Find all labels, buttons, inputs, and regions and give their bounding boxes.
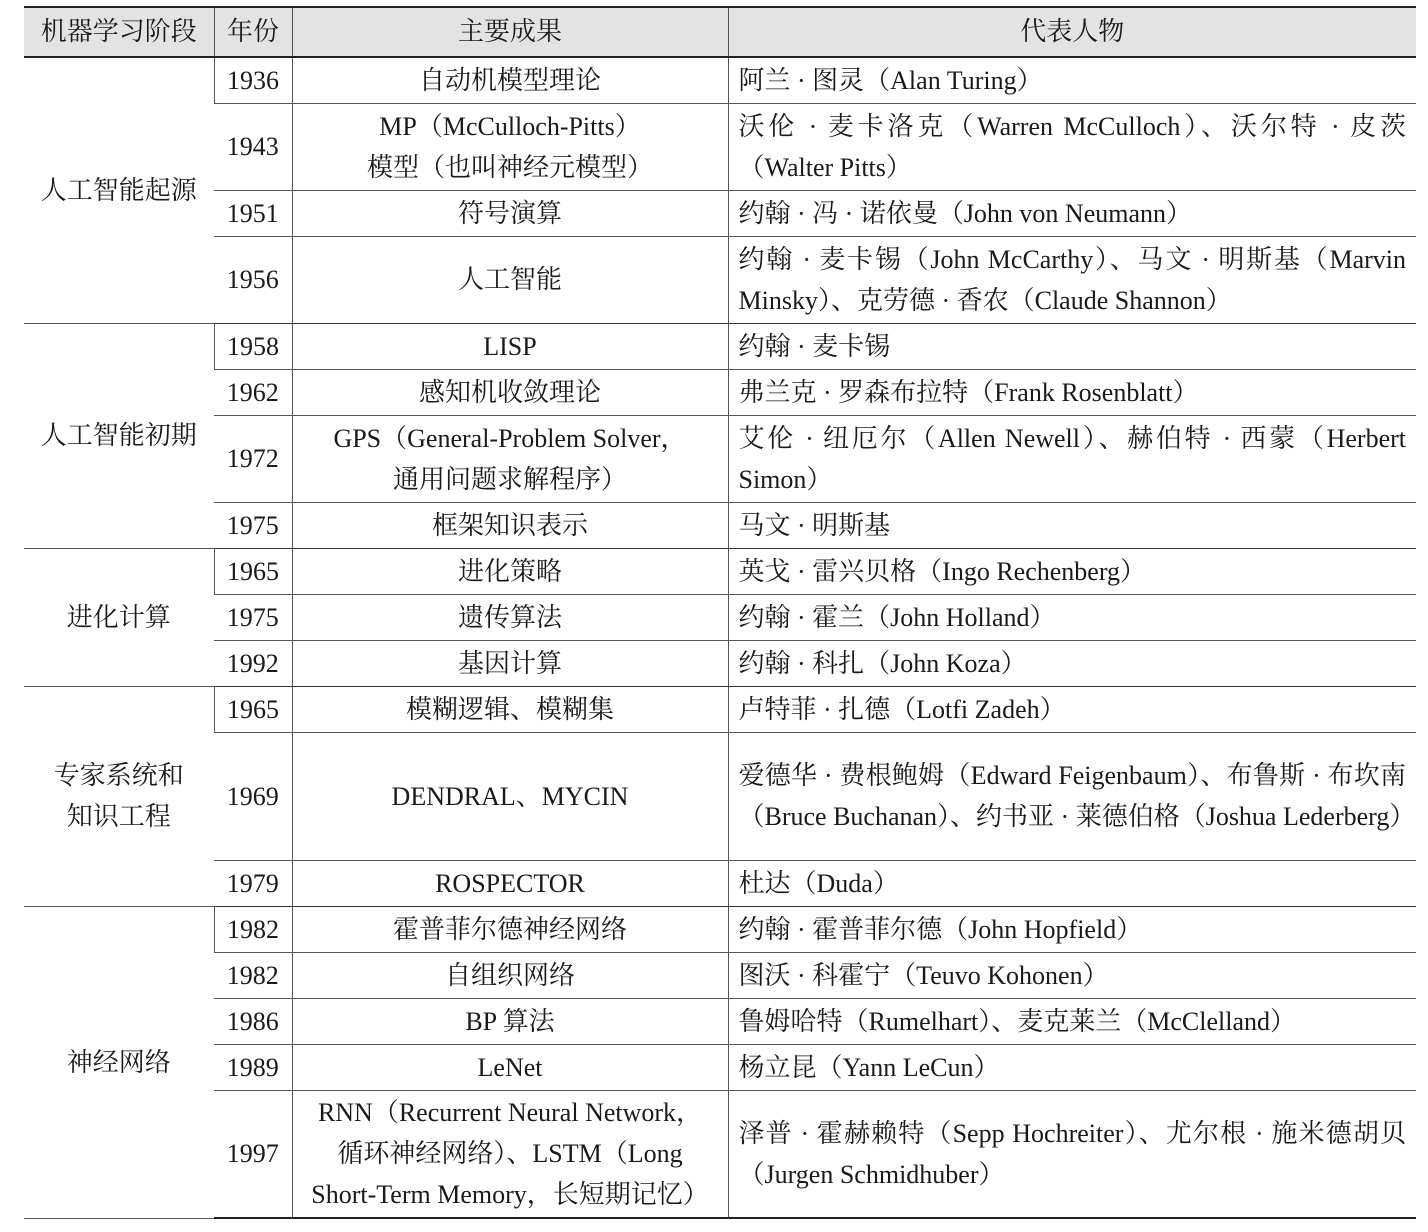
year-cell: 1958: [214, 323, 292, 369]
people-cell: 约翰 · 霍兰（John Holland）: [728, 594, 1416, 640]
achievement-line: 基因计算: [457, 648, 562, 678]
year-cell: 1962: [214, 369, 292, 415]
header-people: 代表人物: [728, 7, 1416, 57]
achievement-line: LeNet: [477, 1052, 543, 1082]
table-row: [24, 640, 1416, 686]
achievement-line: 自动机模型理论: [418, 65, 601, 95]
year-cell: 1965: [214, 548, 292, 594]
achievement-cell: [292, 952, 728, 998]
year-cell: 1951: [214, 190, 292, 236]
achievement-line: MP（McCulloch-Pitts）: [379, 111, 641, 141]
achievement-cell: [292, 57, 728, 103]
table-row: [24, 190, 1416, 236]
people-cell: 马文 · 明斯基: [728, 502, 1416, 548]
people-cell: 沃伦 · 麦卡洛克（Warren McCulloch）、沃尔特 · 皮茨（Walter Pitts）: [728, 103, 1416, 190]
achievement-cell: [292, 732, 728, 860]
stage-label: 进化计算: [66, 602, 171, 632]
achievement-line: Short-Term Memory，长短期记忆）: [311, 1180, 709, 1210]
year-cell: 1975: [214, 594, 292, 640]
stage-label: 专家系统和: [53, 761, 184, 790]
achievement-cell: [292, 640, 728, 686]
achievement-cell: [292, 1090, 728, 1218]
year-cell: 1997: [214, 1090, 292, 1218]
table-row: [24, 686, 1416, 732]
achievement-cell: [292, 323, 728, 369]
table-row: [24, 236, 1416, 323]
people-cell: 约翰 · 麦卡锡: [728, 323, 1416, 369]
achievement-line: 感知机收敛理论: [418, 377, 601, 407]
achievement-line: 循环神经网络）、LSTM（Long: [337, 1139, 683, 1169]
achievement-cell: [292, 103, 728, 190]
year-cell: 1992: [214, 640, 292, 686]
achievement-line: 框架知识表示: [431, 510, 588, 540]
stage-cell: [24, 57, 214, 323]
table-row: [24, 1090, 1416, 1218]
year-cell: 1969: [214, 732, 292, 860]
year-cell: 1965: [214, 686, 292, 732]
achievement-cell: [292, 190, 728, 236]
table-row: [24, 952, 1416, 998]
people-cell: 约翰 · 科扎（John Koza）: [728, 640, 1416, 686]
people-cell: 杜达（Duda）: [728, 860, 1416, 906]
table-row: [24, 415, 1416, 502]
stage-cell: [24, 323, 214, 548]
table-row: [24, 1044, 1416, 1090]
people-cell: 泽普 · 霍赫赖特（Sepp Hochreiter）、尤尔根 · 施米德胡贝（Jurgen Schmidhuber）: [728, 1090, 1416, 1218]
achievement-line: RNN（Recurrent Neural Network，: [317, 1098, 703, 1128]
achievement-cell: [292, 369, 728, 415]
table-row: [24, 906, 1416, 952]
table-row: [24, 594, 1416, 640]
year-cell: 1982: [214, 906, 292, 952]
achievement-cell: [292, 415, 728, 502]
table-row: [24, 502, 1416, 548]
achievement-line: BP 算法: [465, 1006, 555, 1036]
achievement-line: 遗传算法: [457, 602, 562, 632]
achievement-line: LISP: [483, 331, 537, 361]
people-cell: 艾伦 · 纽厄尔（Allen Newell）、赫伯特 · 西蒙（Herbert Simon）: [728, 415, 1416, 502]
table-row: [24, 323, 1416, 369]
table-row: [24, 732, 1416, 860]
people-cell: 杨立昆（Yann LeCun）: [728, 1044, 1416, 1090]
achievement-cell: [292, 1044, 728, 1090]
table-row: [24, 998, 1416, 1044]
people-cell: 阿兰 · 图灵（Alan Turing）: [728, 57, 1416, 103]
year-cell: 1979: [214, 860, 292, 906]
table-row: [24, 57, 1416, 103]
achievement-line: 模型（也叫神经元模型）: [366, 152, 653, 182]
achievement-line: 霍普菲尔德神经网络: [392, 914, 627, 944]
header-row: [24, 7, 1416, 57]
achievement-cell: [292, 594, 728, 640]
ml-history-table: [24, 6, 1416, 1219]
achievement-line: 自组织网络: [444, 960, 575, 990]
stage-label: 人工智能初期: [40, 421, 197, 450]
stage-label: 人工智能起源: [40, 175, 197, 205]
achievement-line: GPS（General-Problem Solver，: [333, 423, 687, 453]
people-cell: 约翰 · 冯 · 诺依曼（John von Neumann）: [728, 190, 1416, 236]
achievement-cell: [292, 548, 728, 594]
achievement-cell: [292, 502, 728, 548]
table-body: [24, 57, 1416, 1218]
header-achievement: 主要成果: [292, 7, 728, 57]
year-cell: 1972: [214, 415, 292, 502]
people-cell: 图沃 · 科霍宁（Teuvo Kohonen）: [728, 952, 1416, 998]
stage-label: 神经网络: [66, 1047, 171, 1077]
achievement-cell: [292, 906, 728, 952]
people-cell: 弗兰克 · 罗森布拉特（Frank Rosenblatt）: [728, 369, 1416, 415]
stage-cell: [24, 548, 214, 686]
people-cell: 鲁姆哈特（Rumelhart）、麦克莱兰（McClelland）: [728, 998, 1416, 1044]
achievement-cell: [292, 236, 728, 323]
achievement-cell: [292, 860, 728, 906]
people-cell: 英戈 · 雷兴贝格（Ingo Rechenberg）: [728, 548, 1416, 594]
header-stage: 机器学习阶段: [24, 7, 214, 57]
year-cell: 1986: [214, 998, 292, 1044]
year-cell: 1956: [214, 236, 292, 323]
year-cell: 1943: [214, 103, 292, 190]
table-row: [24, 103, 1416, 190]
people-cell: 卢特菲 · 扎德（Lotfi Zadeh）: [728, 686, 1416, 732]
achievement-line: 模糊逻辑、模糊集: [405, 694, 614, 724]
table-row: [24, 860, 1416, 906]
stage-cell: [24, 686, 214, 906]
achievement-cell: [292, 998, 728, 1044]
achievement-line: DENDRAL、MYCIN: [391, 781, 629, 811]
year-cell: 1936: [214, 57, 292, 103]
header-year: 年份: [214, 7, 292, 57]
stage-cell: [24, 906, 214, 1218]
table-row: [24, 369, 1416, 415]
people-cell: 约翰 · 霍普菲尔德（John Hopfield）: [728, 906, 1416, 952]
year-cell: 1982: [214, 952, 292, 998]
achievement-line: ROSPECTOR: [435, 868, 585, 898]
stage-label: 知识工程: [66, 802, 171, 831]
achievement-line: 符号演算: [457, 198, 562, 228]
year-cell: 1975: [214, 502, 292, 548]
achievement-line: 人工智能: [457, 265, 562, 294]
table-row: [24, 548, 1416, 594]
people-cell: 约翰 · 麦卡锡（John McCarthy）、马文 · 明斯基（Marvin Minsky）、克劳德 · 香农（Claude Shannon）: [728, 236, 1416, 323]
year-cell: 1989: [214, 1044, 292, 1090]
achievement-line: 通用问题求解程序）: [392, 464, 627, 494]
achievement-line: 进化策略: [457, 556, 562, 586]
achievement-cell: [292, 686, 728, 732]
people-cell: 爱德华 · 费根鲍姆（Edward Feigenbaum）、布鲁斯 · 布坎南（Bruce Buchanan）、约书亚 · 莱德伯格（Joshua Lederberg）: [728, 732, 1416, 860]
